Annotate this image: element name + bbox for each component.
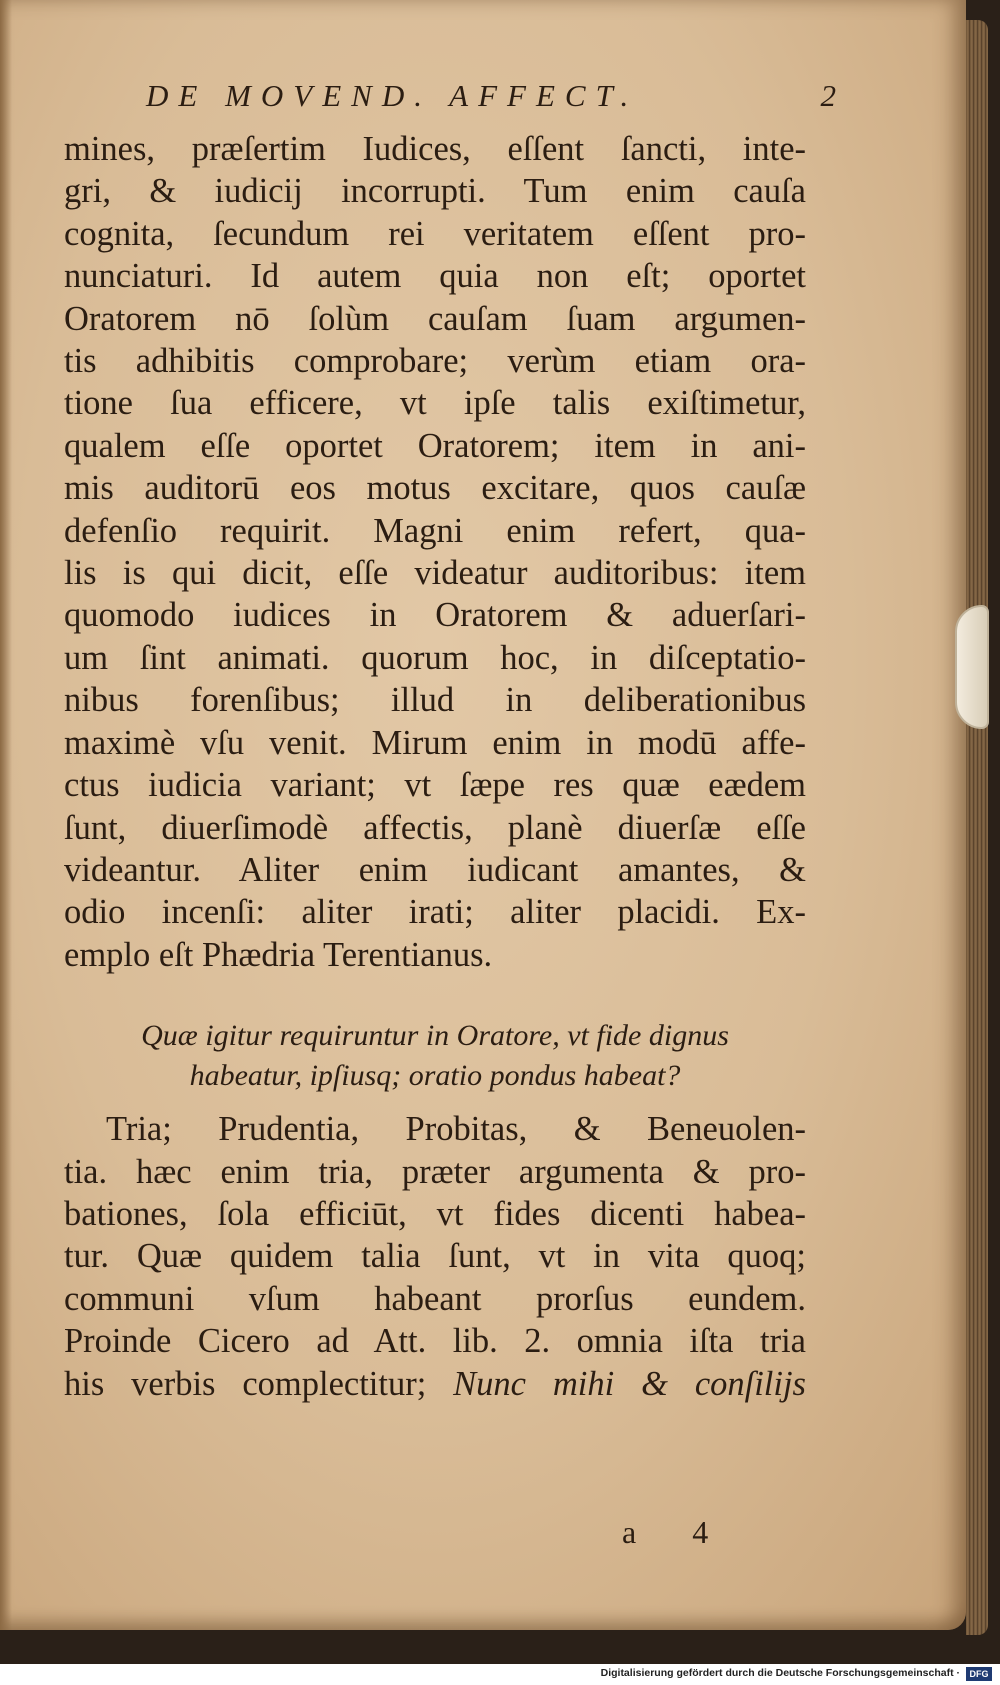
text-line: communi vſum habeant prorſus eundem. [64,1279,806,1318]
page-gutter [0,0,12,1630]
signature-mark: a 4 [622,1514,733,1550]
question-line: habeatur, ipſiusq; oratio pondus habeat? [189,1059,681,1093]
text-line: ctus iudicia variant; vt ſæpe res quæ eædem [64,766,806,805]
text-line: mines, præſertim Iudices, eſſent ſancti, inte- [64,130,806,168]
text-line: defenſio requirit. Magni enim refert, qua- [64,511,806,550]
question-line: Quæ igitur requiruntur in Oratore, vt fide dignus [141,1019,729,1053]
text-line: Proinde Cicero ad Att. lib. 2. omnia iſta tria [64,1322,806,1361]
text-line: Tria; Prudentia, Probitas, & Beneuolen- [106,1110,806,1149]
paragraph-2 [64,1108,806,1405]
text-line: emplo eſt Phædria Terentianus. [64,935,493,974]
funding-credit: Digitalisierung gefördert durch die Deutsche Forschungsgemeinschaft · [600,1667,960,1679]
text-line: videantur. Aliter enim iudicant amantes, & [64,850,806,889]
text-line: tur. Quæ quidem talia ſunt, vt in vita quoq; [64,1237,806,1276]
text-line: nibus forenſibus; illud in deliberationibus [64,681,806,720]
footer-bar [0,1664,1000,1685]
paper-clip [955,605,989,729]
text-line: cognita, ſecundum rei veritatem eſſent pro- [64,214,806,253]
text-line: tia. hæc enim tria, præter argumenta & pro- [64,1152,806,1191]
text-line: tis adhibitis comprobare; verùm etiam ora- [64,342,806,381]
text-line: nunciaturi. Id autem quia non eſt; oportet [64,257,806,296]
text-line: gri, & iudicij incorrupti. Tum enim cauſa [64,172,806,211]
text-line: mis auditorū eos motus excitare, quos cauſæ [64,469,806,508]
text-line: maximè vſu venit. Mirum enim in modū affe- [64,723,806,762]
text-line: um ſint animati. quorum hoc, in diſceptatio- [64,638,806,677]
page-edges [966,20,988,1635]
text-roman: his verbis complectitur; [64,1364,454,1403]
page-text [64,78,836,1405]
dfg-logo: DFG [966,1667,992,1681]
text-line: quomodo iudices in Oratorem & aduerſari- [64,596,806,635]
text-line: lis is qui dicit, eſſe videatur auditoribus: item [64,554,806,593]
text-italic: Nunc mihi & conſilijs [453,1364,806,1403]
text-line: ſunt, diuerſimodè affectis, planè diuerſæ eſſe [64,808,806,847]
text-line: qualem eſſe oportet Oratorem; item in ani- [64,426,806,465]
text-line: tione ſua efficere, vt ipſe talis exiſtimetur, [64,384,806,423]
folio-number: 2 [820,78,836,113]
text-line-last [64,1363,806,1405]
text-line: Oratorem nō ſolùm cauſam ſuam argumen- [64,299,806,338]
running-head-title: DE MOVEND. AFFECT. [146,78,639,113]
text-line: bationes, ſola efficiūt, vt fides dicenti habea- [64,1194,806,1233]
running-head [64,78,836,128]
text-line: odio incenſi: aliter irati; aliter placidi. Ex- [64,893,806,932]
paragraph-1 [64,128,806,976]
section-question [64,1016,806,1096]
